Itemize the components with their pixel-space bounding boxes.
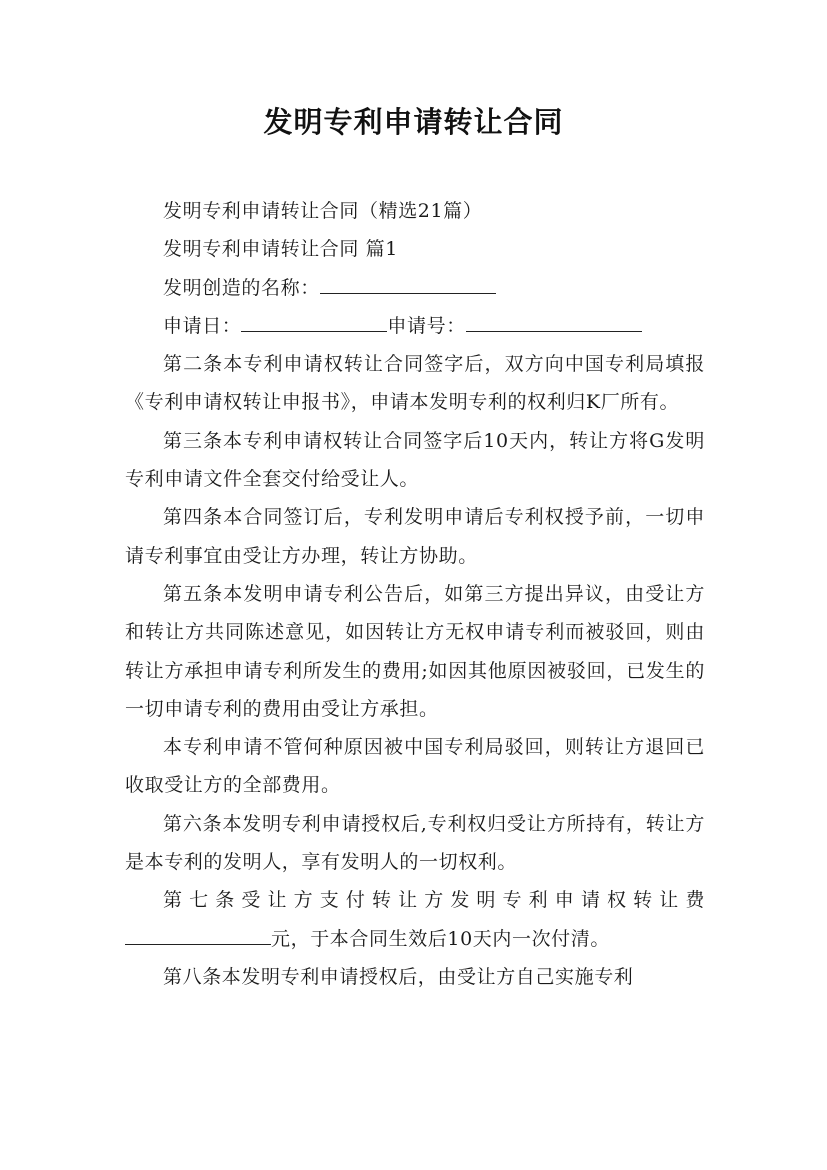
filing-date-label: 申请日：: [163, 314, 242, 337]
clause-2: 第二条本专利申请权转让合同签字后，双方向中国专利局填报《专利申请权转让申报书》，申请本发明专利的权利归K厂所有。: [125, 353, 705, 414]
clause-7-suffix: 元，于本合同生效后10天内一次付清。: [271, 927, 610, 950]
clause-6: 第六条本发明专利申请授权后,专利权归受让方所持有，转让方是本专利的发明人，享有发明人的一切权利。: [125, 812, 705, 874]
clause-7-amount-line: [125, 920, 705, 958]
invention-name-blank: [320, 271, 496, 294]
document-body: [125, 192, 705, 996]
document-title: 发明专利申请转让合同: [263, 105, 564, 139]
clause-4: 第四条本合同签订后，专利发明申请后专利权授予前，一切申请专利事宜由受让方办理，转让方协助。: [125, 506, 705, 567]
invention-name-label: 发明创造的名称：: [163, 276, 320, 299]
filing-info-line: [125, 307, 705, 345]
clause-7: 第七条受让方支付转让方发明专利申请权转让费: [163, 889, 705, 912]
clause-8: 第八条本发明专利申请授权后，由受让方自己实施专利: [163, 965, 634, 988]
section-heading: 发明专利申请转让合同 篇1: [163, 238, 398, 261]
document-subtitle: 发明专利申请转让合同（精选21篇）: [163, 200, 483, 222]
invention-name-line: [125, 269, 705, 307]
clause-5: 第五条本发明申请专利公告后，如第三方提出异议，由受让方和转让方共同陈述意见，如因转让方无权申请专利而被驳回，则由转让方承担申请专利所发生的费用;如因其他原因被驳回，已发生的一切申请专利的费用由受让方承担。: [125, 582, 705, 720]
transfer-fee-blank: [125, 922, 271, 945]
filing-date-blank: [241, 309, 387, 332]
clause-5-note: 本专利申请不管何种原因被中国专利局驳回，则转让方退回已收取受让方的全部费用。: [125, 736, 705, 797]
clause-3: 第三条本专利申请权转让合同签字后10天内，转让方将G发明专利申请文件全套交付给受让人。: [125, 429, 705, 491]
application-no-blank: [466, 309, 642, 332]
application-no-label: 申请号：: [387, 314, 466, 337]
